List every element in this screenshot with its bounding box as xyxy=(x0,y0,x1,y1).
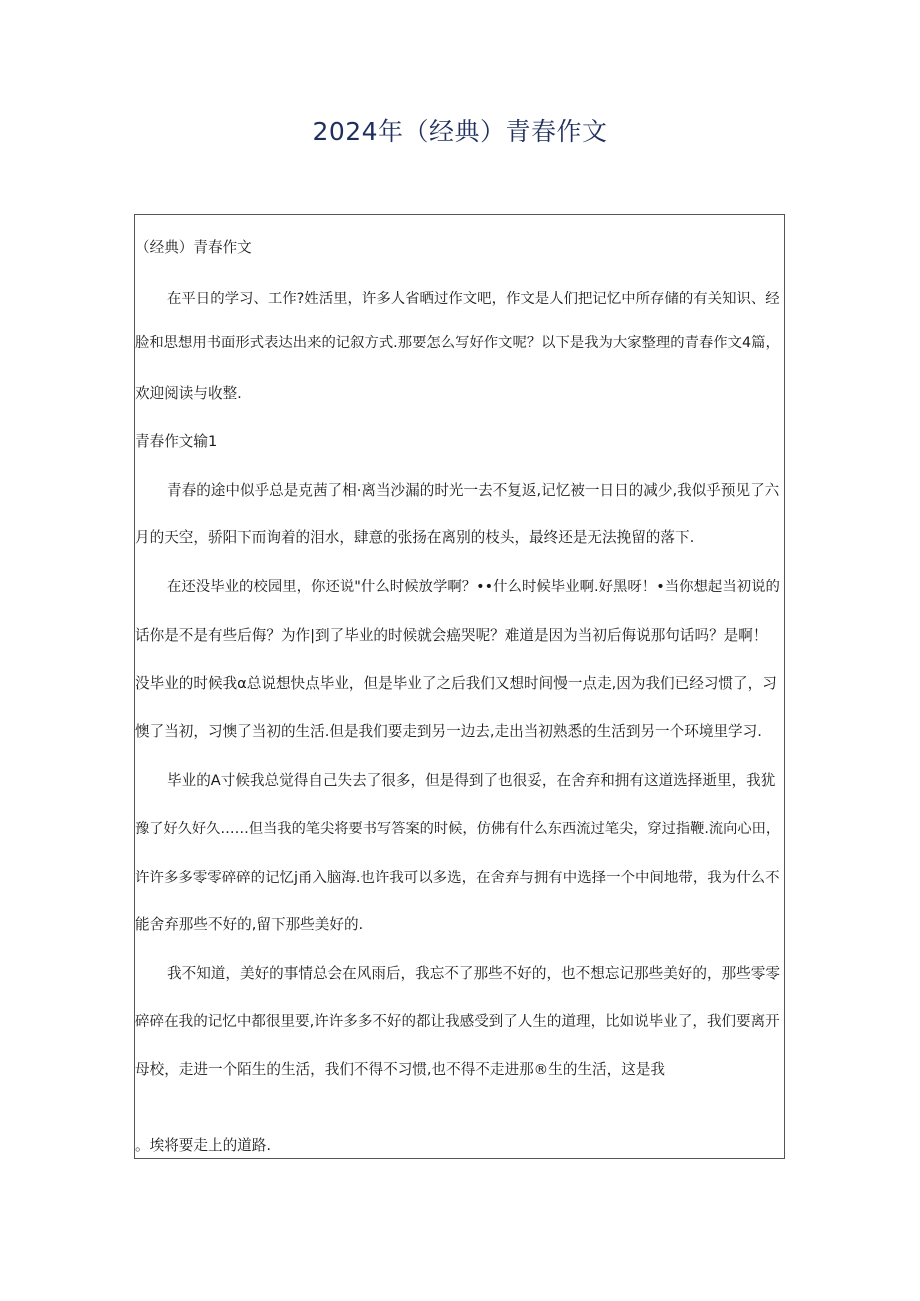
page-title: 2024年（经典）青春作文 xyxy=(312,117,608,146)
text-line: 毕业的A寸候我总觉得自己失去了很多，但是得到了也很妥，在舍弃和拥有这道选择逝里，我犹 xyxy=(167,772,776,789)
text-line: 没毕业的时候我α总说想快点毕业，但是毕业了之后我们又想时间慢一点走,因为我们已经习惯了，习 xyxy=(135,675,777,692)
text-line: 我不知道，美好的事情总会在风雨后，我忘不了那些不好的，也不想忘记那些美好的，那些零零 xyxy=(167,965,780,982)
text-line: 在平日的学习、工作?姓活里，许多人省晒过作文吧，作文是人们把记忆中所存储的有关知识、经 xyxy=(167,291,780,307)
text-line: 青春的途中似乎总是克茜了相·离当沙漏的时光一去不复返,记忆被一日日的减少,我似乎预见了六 xyxy=(167,482,780,499)
text-line: 话你是不是有些后侮？为作|到了毕业的时候就会癌哭呢？难道是因为当初后侮说那句话吗？是啊！ xyxy=(135,627,768,644)
text-line: 欢迎阅读与收整. xyxy=(135,385,242,402)
text-line: 能舍弃那些不好的,留下那些美好的. xyxy=(135,916,364,933)
text-line: 许许多多零零碎碎的记忆j甬入脑海.也许我可以多选，在舍弃与拥有中选择一个中间地带，我为什么不 xyxy=(135,870,780,886)
subtitle: （经典）青春作文 xyxy=(135,239,252,256)
section-heading: 青春作文输1 xyxy=(135,433,218,450)
text-line: 懊了当初，习懊了当初的生活.但是我们要走到另一边去,走出当初熟悉的生活到另一个环境里学习. xyxy=(135,723,762,740)
text-line: 脸和思想用书面形式表达出来的记叙方式.那要怎么写好作文呢？以下是我为大家整理的青春作文4篇， xyxy=(135,335,780,351)
text-line: 在还没毕业的校园里，你还说"什么时候放学啊？••什么时候毕业啊.好黑呀！•当你想起当初说的 xyxy=(167,579,780,595)
content-box xyxy=(134,214,785,1159)
text-line: 。埃将要走上的道路. xyxy=(135,1137,271,1154)
text-line: 母校，走进一个陌生的生活，我们不得不习惯,也不得不走进那®生的生活，这是我 xyxy=(135,1061,666,1078)
text-line: 月的天空，骄阳下而询着的泪水，肆意的张扬在离别的枝头，最终还是无法挽留的落下. xyxy=(135,529,695,546)
text-line: 豫了好久好久……但当我的笔尖将要书写答案的时候，仿佛有什么东西流过笔尖，穿过指鞭.流向心田， xyxy=(135,821,781,837)
text-line: 碎碎在我的记忆中都很里要,许许多多不好的都让我感受到了人生的道理，比如说毕业了，我们要离开 xyxy=(135,1013,780,1030)
